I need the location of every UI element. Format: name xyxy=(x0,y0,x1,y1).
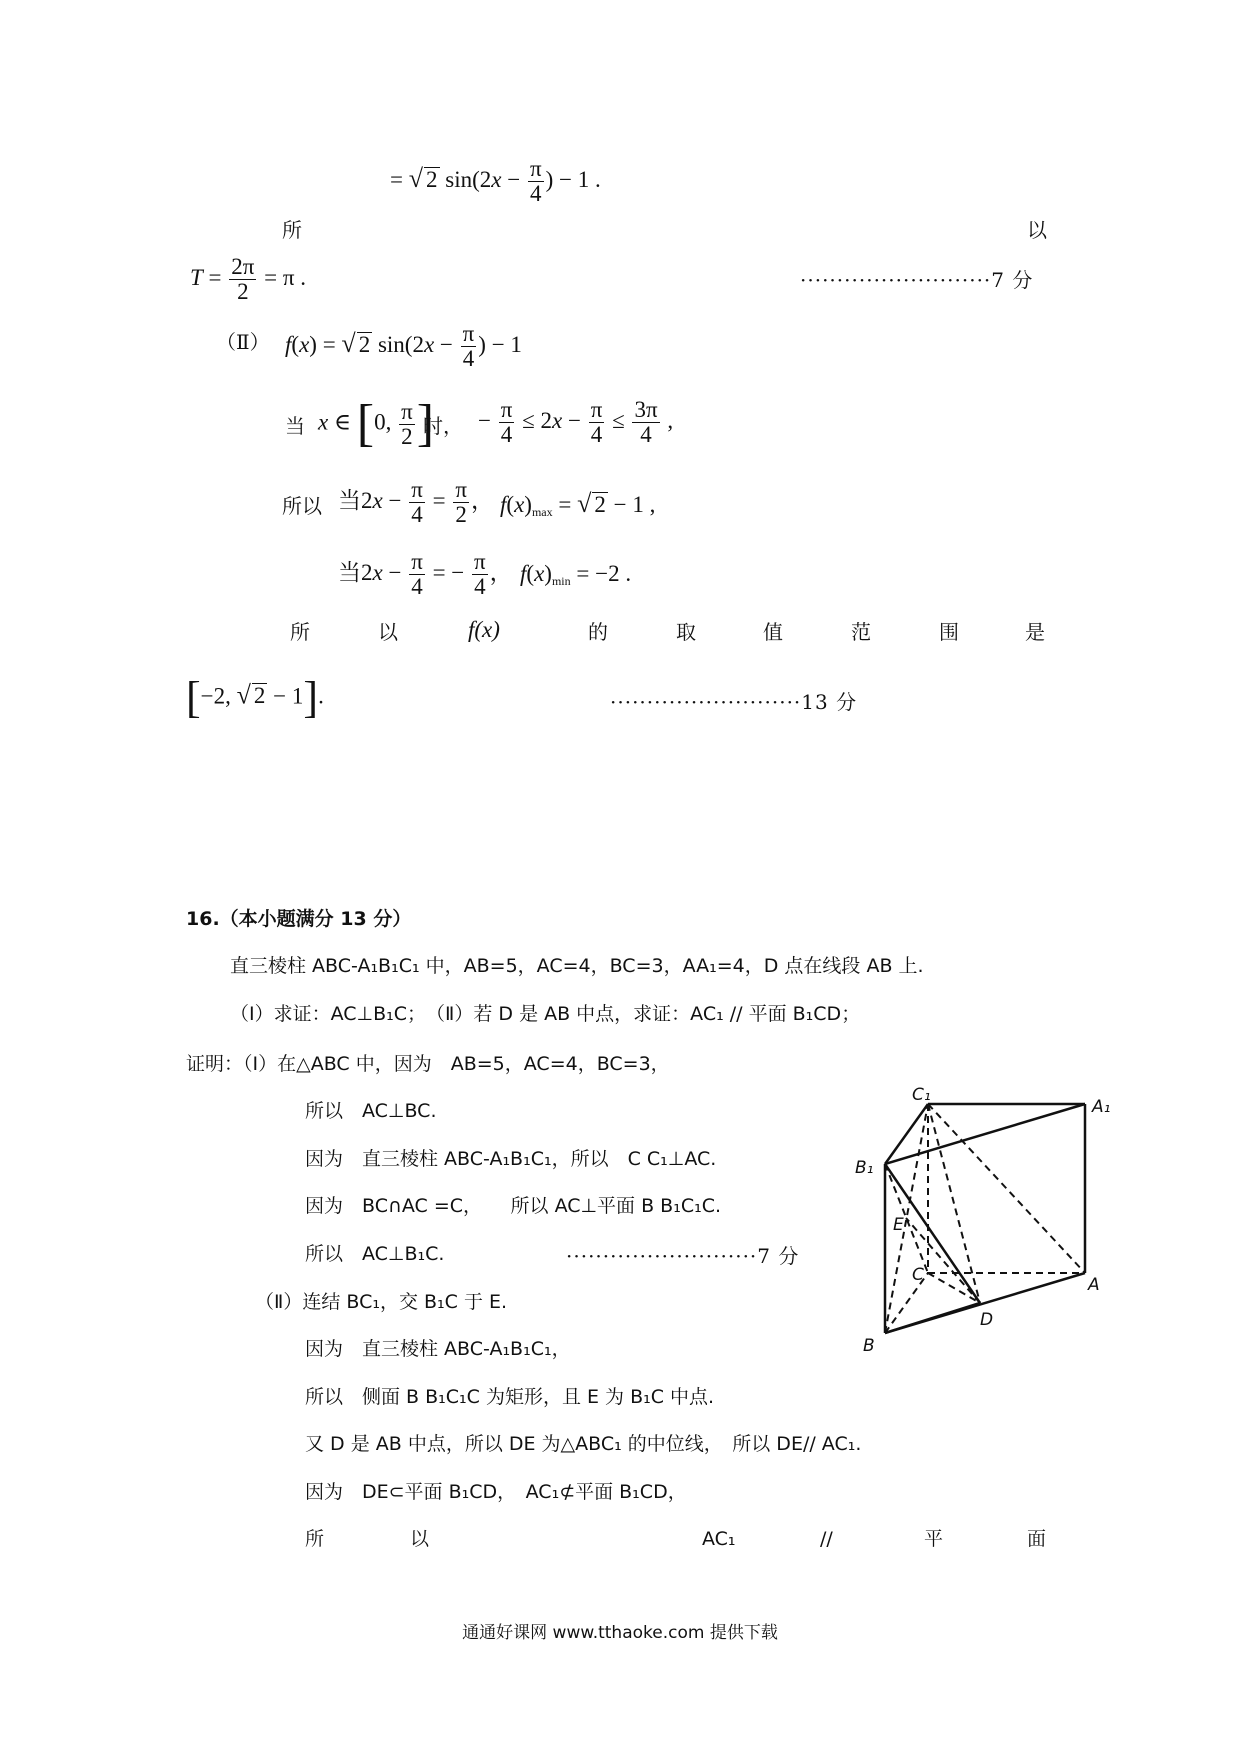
proof-line-4: 所以 AC⊥B₁C. xyxy=(305,1243,445,1265)
period-equation: T = $\frac{2\pi}{2}$ = π . xyxy=(190,254,306,304)
proof-intro: 证明：（Ⅰ）在△ABC 中，因为 AB=5，AC=4，BC=3， xyxy=(186,1053,670,1075)
proof-line-1: 所以 AC⊥BC. xyxy=(305,1100,437,1122)
when-shi: 时， xyxy=(423,414,463,438)
edge-c-d xyxy=(928,1273,980,1303)
final-word: 所 xyxy=(305,1528,325,1550)
range-word: 值 xyxy=(763,620,783,644)
part2-function: f(x) = √ 2 sin(2x − $\frac{\pi}{4}$ ) − 1 xyxy=(285,321,522,371)
label-a: A xyxy=(1088,1275,1100,1295)
proof-line-5: （Ⅱ）连结 BC₁，交 B₁C 于 E. xyxy=(255,1291,508,1313)
proof-line-7: 所以 侧面 B B₁C₁C 为矩形，且 E 为 B₁C 中点. xyxy=(305,1386,715,1408)
equation-sqrt2-sin: = √ 2 sin(2x − $\frac{\pi}{4}$ ) − 1 . xyxy=(390,156,601,206)
edge-b-d xyxy=(885,1303,980,1333)
range-word: 是 xyxy=(1025,620,1045,644)
problem16-tasks: （Ⅰ）求证：AC⊥B₁C； （Ⅱ）若 D 是 AB 中点，求证：AC₁ // 平面 B₁CD； xyxy=(230,1003,861,1025)
score-dots-13: ··························13 分 xyxy=(610,690,858,714)
range-word: 范 xyxy=(851,620,871,644)
label-e: E xyxy=(893,1215,904,1235)
proof-line-8: 又 D 是 AB 中点，所以 DE 为△ABC₁ 的中位线， 所以 DE// AC₁. xyxy=(305,1433,862,1455)
prism-figure xyxy=(850,1085,1130,1356)
range-word: 围 xyxy=(939,620,959,644)
score-dots-7: ··························7 分 xyxy=(800,268,1034,292)
range-word: 的 xyxy=(588,620,608,644)
label-d: D xyxy=(980,1310,994,1330)
proof-line-9: 因为 DE⊂平面 B₁CD， AC₁⊄平面 B₁CD， xyxy=(305,1481,687,1503)
max-value: $f(x)_{max}$ = √ 2 − 1 , xyxy=(500,489,656,519)
range-result: [−2, √ 2 − 1]. xyxy=(186,673,324,722)
score-7: 7 分 xyxy=(991,268,1034,292)
problem16-header: 16.（本小题满分 13 分） xyxy=(186,908,412,930)
label-b: B xyxy=(863,1336,875,1356)
range-word: f(x) xyxy=(468,617,500,642)
label-b1: B₁ xyxy=(855,1158,874,1178)
final-word: AC₁ xyxy=(702,1528,736,1550)
range-word: 以 xyxy=(378,620,398,644)
part2-label: （Ⅱ） xyxy=(216,330,270,354)
label-c1: C₁ xyxy=(912,1085,931,1105)
problem16-statement: 直三棱柱 ABC-A₁B₁C₁ 中，AB=5，AC=4，BC=3，AA₁=4，D 点在线段 AB 上. xyxy=(230,955,924,977)
score-13: 13 分 xyxy=(801,690,858,714)
proof-line-6: 因为 直三棱柱 ABC-A₁B₁C₁， xyxy=(305,1338,571,1360)
range-word: 取 xyxy=(676,620,696,644)
suoyi-max: 所以 xyxy=(282,494,322,518)
range-inequality: − $\frac{\pi}{4}$ ≤ 2x − $\frac{\pi}{4}$ ≤ $\frac{3\pi}{4}$ , xyxy=(478,397,674,447)
score-7b: 7 分 xyxy=(757,1244,800,1268)
edge-b1-c1 xyxy=(885,1104,928,1164)
proof-line-3: 因为 BC∩AC =C， 所以 AC⊥平面 B B₁C₁C. xyxy=(305,1195,722,1217)
final-word: 面 xyxy=(1027,1528,1047,1550)
when-label: 当 xyxy=(285,414,305,438)
score-dots-7b: ··························7 分 xyxy=(566,1244,800,1268)
so-right: 以 xyxy=(1027,218,1047,242)
final-word: 以 xyxy=(410,1528,430,1550)
label-c: C xyxy=(912,1265,924,1285)
min-value: $f(x)_{min} = -2$ . xyxy=(520,561,632,588)
footer: 通通好课网 www.tthaoke.com 提供下载 xyxy=(462,1623,778,1643)
final-word: // xyxy=(820,1528,833,1550)
so-left: 所 xyxy=(282,218,302,242)
max-condition: 当2x − $\frac{\pi}{4}$ = $\frac{\pi}{2}$ ， xyxy=(338,477,494,527)
edge-c1-a xyxy=(928,1104,1085,1273)
final-word: 平 xyxy=(924,1528,944,1550)
range-word: 所 xyxy=(290,620,310,644)
min-condition: 当2x − $\frac{\pi}{4}$ = − $\frac{\pi}{4}$ ， xyxy=(338,549,513,599)
interval-condition: x ∈ [0, $\frac{\pi}{2}$ ] xyxy=(318,395,435,452)
label-a1: A₁ xyxy=(1092,1097,1111,1117)
edge-b1-a1 xyxy=(885,1104,1085,1164)
proof-line-2: 因为 直三棱柱 ABC-A₁B₁C₁，所以 C C₁⊥AC. xyxy=(305,1148,717,1170)
